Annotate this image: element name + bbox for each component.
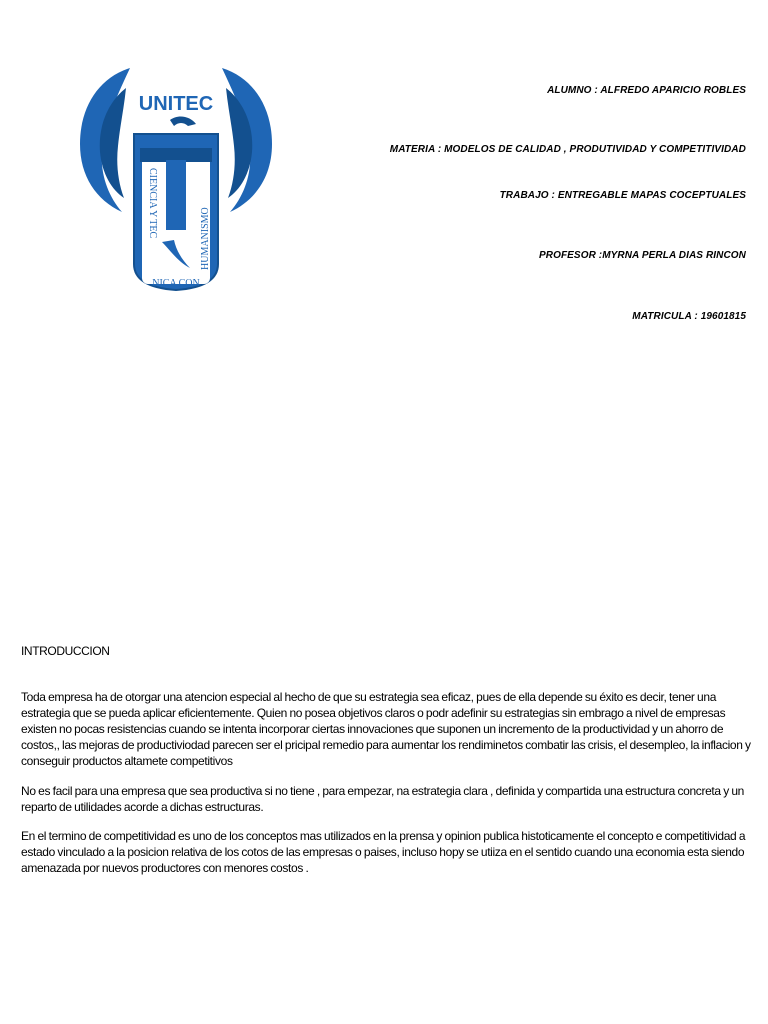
enrollment-number: MATRICULA : 19601815 [632, 311, 746, 322]
right-wing [222, 68, 272, 212]
subject-name: MATERIA : MODELOS DE CALIDAD , PRODUTIVIDAD Y COMPETITIVIDAD [389, 144, 746, 155]
intro-paragraph-1: Toda empresa ha de otorgar una atencion especial al hecho de que su estrategia sea eficaz, pues de ella depende su éxito es decir, tener una estrategia que se pueda aplicar eficientemente. Quien no posea objetivos claros o podr adefinir su estrategias sin embrago a nivel de empresas existen no pocas resistencias cuando se intenta incorporar ciertas innovaciones que suponen un incremento de la productividad y un ahorro de costos,, las mejoras de productiviodad parecen ser el pricipal remedio para aumentar los rendiminetos combatir las crisis, el desempleo, la inflacion y conseguir productos altamete competitivos [21, 690, 751, 768]
assignment-name: TRABAJO : ENTREGABLE MAPAS COCEPTUALES [499, 190, 746, 201]
professor-name: PROFESOR :MYRNA PERLA DIAS RINCON [538, 250, 746, 261]
letter-t-stem [166, 160, 186, 230]
left-wing [80, 68, 130, 212]
logo-motto-left: CIENCIA Y TEC [147, 168, 158, 239]
unitec-logo [78, 64, 274, 294]
intro-paragraph-2: No es facil para una empresa que sea productiva si no tiene , para empezar, na estrategia clara , definida y compartida una estructura concreta y un reparto de utilidades acorde a dichas estructuras. [21, 784, 744, 814]
eagle-head [170, 117, 196, 126]
logo-motto-bottom: NICA CON [152, 278, 200, 289]
letter-t-bar [140, 148, 212, 162]
student-name: ALUMNO : ALFREDO APARICIO ROBLES [547, 85, 746, 96]
logo-motto-right: HUMANISMO [200, 207, 211, 270]
intro-paragraph-3: En el termino de competitividad es uno de los conceptos mas utilizados en la prensa y opinion publica histoticamente el concepto e competitividad a estado vinculado a la posicion relativa de los cotos de las empresas o paises, incluso hopy se utiiza en el sentido cuando una economia esta siendo amenazada por nuevos productores con menores costos . [21, 829, 746, 875]
introduction-heading: INTRODUCCION [21, 644, 110, 658]
logo-brand-text: UNITEC [138, 93, 214, 115]
